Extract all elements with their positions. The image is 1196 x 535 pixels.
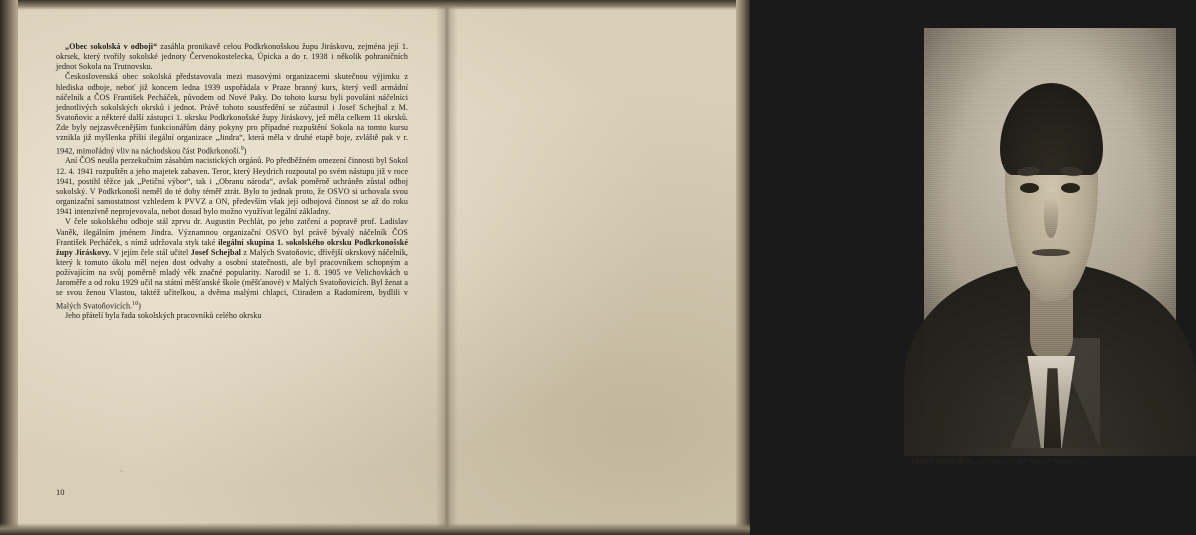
left-page: [18, 0, 448, 535]
photo-caption-description: odborný učitel z Malých Svatoňovic: [976, 458, 1087, 465]
scan-edge-bottom: [0, 523, 750, 535]
text-run: 9: [240, 145, 244, 152]
paper-speck: [60, 300, 62, 303]
portrait-photo: [924, 28, 1176, 448]
scan-edge-top: [0, 0, 750, 10]
text-run: zasáhla pronikavě celou Podkrkonošskou župu Jiráskovu, zejména její 1. okrsek, který tvořily sokolské jednoty Červenokostelecka, Úpicka a do r. 1938 i několik pohraničních jednot Sokola na Trutnovsku.: [56, 42, 408, 72]
scan-edge-right: [736, 0, 750, 535]
page-number: 10: [56, 487, 65, 497]
photo-caption: [910, 458, 1188, 466]
paragraph: [56, 42, 408, 72]
photo-grain: [924, 28, 1176, 448]
emphasis-run: „Obec sokolská v odboji“: [65, 42, 158, 51]
paragraph: [56, 311, 408, 321]
paragraph: [56, 156, 408, 217]
book-gutter: [436, 0, 458, 535]
text-run: V jejím čele stál učitel: [111, 247, 191, 257]
body-text-column: [56, 42, 408, 322]
photo-background: [924, 28, 1176, 448]
emphasis-run: Josef Schejbal: [190, 247, 241, 257]
scan-edge-left: [0, 0, 18, 535]
photo-caption-name: JOSEF SCHEJBAL,: [910, 458, 977, 465]
paragraph: [56, 72, 408, 156]
text-run: ): [138, 301, 141, 311]
emphasis-run: ilegální skupina 1. sokolského okrsku Podkrkonošské župy Jiráskovy.: [56, 237, 408, 257]
text-run: Československá obec sokolská představovala mezi masovými organizacemi skutečnou výjimku z hlediska odboje, neboť již koncem ledna 1939 uspořádala v Praze branný kurs, který vedl armádní náčelník a ČOS František Pecháček, původem od Nové Paky. Do tohoto kursu byli povoláni náčelníci jednotlivých sokolských okrsků i jednot. Právě tohoto soustředění se zúčastnil i Josef Schejbal z M. Svatoňovic a některé další zástupci 1. okrsku Podkrkonošské župy Jiráskovy, jež měla celkem 11 okrsků. Zde byly nejzasvěcenějším funkcionářům dány pokyny pro případné rozpuštění Sokola na tomto kursu vznikla již myšlenka příští ilegální organizace „Jindra“, která měla v druhé etapě boje, zvláště pak v r. 1942, mimořádný vliv na náchodskou část Podkrkonoší.: [56, 72, 408, 156]
text-run: ): [243, 146, 247, 156]
paper-speck: [120, 470, 123, 472]
text-run: Aní ČOS neušla perzekučním zásahům nacistických orgánů. Po předběžném omezení činnosti byl Sokol 12. 4. 1941 rozpuštěn a jeho majetek zabaven. Teror, který Heydrich rozpoutal po svém nástupu již v roce 1941, postihl těžce jak „Petiční výbor“, tak i „Obranu národa“, avšak poměrně uchráněn zůstal odboj sokolský. V Podkrkonoší neměl do té doby téměř ztrát. Bylo to jednak proto, že OSVO si uchovala svou organizační samostatnost vzhledem k PVVZ a ON, především však její odbojová činnost se až do roku 1941 intenzívně neprojevovala, nebot dosud bylo možno využívat legální základny.: [56, 156, 408, 217]
text-run: Jeho přátelí byla řada sokolských pracovníků celého okrsku: [65, 311, 262, 321]
paragraph: [56, 217, 408, 311]
paper-speck: [300, 60, 302, 62]
text-run: 10: [132, 300, 139, 307]
text-run: V čele sokolského odboje stál zprvu dr. Augustin Pechlát, po jeho zatčení a popravě prof. Ladislav Vaněk, ilegálním jménem Jindra. Významnou organizační OSVO byl právě bývalý náčelník ČOS František Pecháček, s nímž udržovala styk také: [56, 217, 408, 247]
right-page: [452, 0, 1087, 535]
text-run: z Malých Svatoňovic, dřívější okrskový náčelník, který k tomuto úkolu měl nejen dost odvahy a osobní statečnosti, ale byl pracovníkem schopným a požívajícím na svůj poměrně mladý věk značné popularity. Narodil se 1. 8. 1905 ve Velichovkách u Jaroměře a od roku 1929 učil na státní měšťanské škole (měšťanové) v Malých Svatoňovicích. Byl ženat a se svou ženou Vlastou, taktéž učitelkou, a dvěma malými chlapci, Ctiradem a Radomírem, bydlili v Malých Svatoňovicích.: [56, 247, 409, 311]
